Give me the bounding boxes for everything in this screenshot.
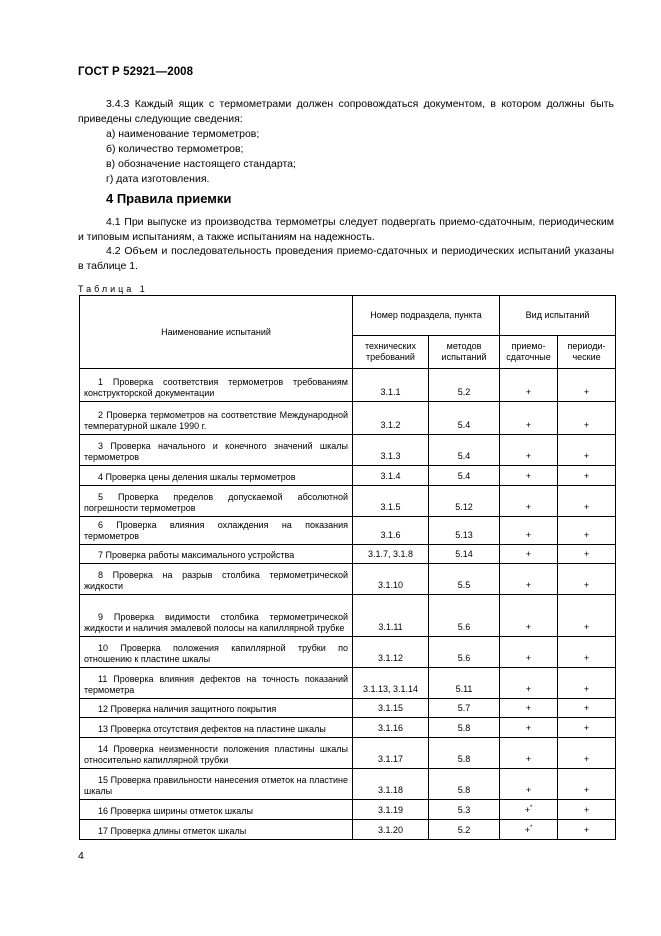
row-number: 3: [98, 441, 104, 451]
cell-acceptance: [500, 545, 558, 564]
cell-periodic: +: [558, 545, 616, 564]
cell-acceptance: [500, 738, 558, 769]
cell-test-name: [80, 738, 353, 769]
row-number: 7: [98, 550, 104, 560]
cell-tech-requirement: 3.1.16: [353, 718, 429, 738]
row-text: Проверка видимости столбика термометрической жидкости и наличия эмалевой полосы на капиллярной трубке: [84, 612, 348, 633]
cell-acceptance: [500, 435, 558, 466]
row-text: Проверка влияния охлаждения на показания термометров: [84, 520, 348, 541]
cell-test-name: [80, 402, 353, 435]
cell-test-name: [80, 545, 353, 564]
cell-test-method: 5.2: [429, 820, 500, 840]
header-test-methods: методов испытаний: [429, 336, 500, 369]
cell-test-method: 5.5: [429, 564, 500, 595]
cell-periodic: +: [558, 564, 616, 595]
list-item-b: б) количество термометров;: [106, 143, 244, 155]
cell-periodic: +: [558, 402, 616, 435]
row-text: Проверка отсутствия дефектов на пластине шкалы: [110, 724, 326, 734]
acceptance-mark: +: [525, 785, 532, 795]
cell-acceptance: [500, 486, 558, 517]
row-text: Проверка на разрыв столбика термометрической жидкости: [84, 570, 348, 591]
cell-tech-requirement: 3.1.17: [353, 738, 429, 769]
acceptance-mark: +: [525, 530, 532, 540]
table-caption: Таблица 1: [78, 284, 148, 294]
table-row: [80, 466, 616, 486]
cell-acceptance: [500, 668, 558, 699]
acceptance-mark: +: [524, 805, 530, 815]
row-number: 13: [98, 724, 109, 734]
cell-tech-requirement: 3.1.11: [353, 595, 429, 637]
paragraph-4-2: [78, 244, 614, 274]
table-row: [80, 738, 616, 769]
table-row: [80, 718, 616, 738]
row-text: Проверка термометров на соответствие Международной температурной шкале 1990 г.: [84, 410, 348, 431]
row-text: Проверка пределов допускаемой абсолютной погрешности термометров: [84, 492, 348, 513]
cell-tech-requirement: 3.1.7, 3.1.8: [353, 545, 429, 564]
cell-test-method: 5.14: [429, 545, 500, 564]
cell-test-name: [80, 595, 353, 637]
cell-test-name: [80, 637, 353, 668]
cell-tech-requirement: 3.1.18: [353, 769, 429, 800]
cell-periodic: +: [558, 820, 616, 840]
section-heading: 4 Правила приемки: [106, 191, 232, 206]
row-number: 8: [98, 570, 104, 580]
cell-acceptance: [500, 595, 558, 637]
row-text: Проверка соответствия термометров требованиям конструкторской документации: [84, 377, 348, 398]
cell-tech-requirement: 3.1.6: [353, 517, 429, 545]
cell-periodic: +: [558, 668, 616, 699]
cell-test-method: 5.7: [429, 699, 500, 718]
cell-test-name: [80, 564, 353, 595]
cell-acceptance: [500, 637, 558, 668]
cell-periodic: +: [558, 517, 616, 545]
cell-test-name: [80, 800, 353, 820]
cell-acceptance: [500, 564, 558, 595]
cell-tech-requirement: 3.1.15: [353, 699, 429, 718]
row-number: 1: [98, 377, 104, 387]
table-row: [80, 435, 616, 466]
acceptance-mark: +: [524, 825, 530, 835]
row-text: Проверка длины отметок шкалы: [110, 826, 247, 836]
row-text: Проверка начального и конечного значений шкалы термометров: [84, 441, 348, 462]
header-test-name: Наименование испытаний: [80, 296, 353, 369]
cell-test-name: [80, 699, 353, 718]
cell-acceptance: [500, 466, 558, 486]
cell-test-method: 5.4: [429, 402, 500, 435]
table-row: [80, 800, 616, 820]
header-periodic: периоди-ческие: [558, 336, 616, 369]
row-text: Проверка влияния дефектов на точность показаний термометра: [84, 674, 348, 695]
cell-test-name: [80, 769, 353, 800]
list-item-a: а) наименование термометров;: [106, 128, 260, 140]
acceptance-mark: +: [525, 653, 532, 663]
cell-test-name: [80, 486, 353, 517]
row-number: 12: [98, 704, 109, 714]
acceptance-mark: +: [525, 549, 532, 559]
cell-test-method: 5.4: [429, 435, 500, 466]
cell-tech-requirement: 3.1.10: [353, 564, 429, 595]
cell-acceptance: [500, 402, 558, 435]
cell-acceptance: [500, 769, 558, 800]
cell-acceptance: [500, 718, 558, 738]
row-number: 5: [98, 492, 104, 502]
paragraph-4-1: [78, 215, 614, 245]
header-test-kind-group: Вид испытаний: [500, 296, 616, 336]
cell-test-name: [80, 369, 353, 402]
row-text: Проверка неизменности положения пластины шкалы относительно капиллярной трубки: [84, 744, 348, 765]
cell-periodic: +: [558, 637, 616, 668]
cell-test-method: 5.8: [429, 738, 500, 769]
cell-tech-requirement: 3.1.3: [353, 435, 429, 466]
row-number: 2: [98, 410, 104, 420]
cell-test-method: 5.13: [429, 517, 500, 545]
table-body: [80, 369, 616, 840]
acceptance-mark: +: [525, 684, 532, 694]
paragraph-3-4-3-text: 3.4.3 Каждый ящик с термометрами должен сопровождаться документом, в котором должны быть приведены следующие сведения:: [78, 98, 614, 125]
table-row: [80, 595, 616, 637]
list-item-v: в) обозначение настоящего стандарта;: [106, 158, 296, 170]
acceptance-mark: +: [525, 420, 532, 430]
cell-test-method: 5.8: [429, 718, 500, 738]
acceptance-mark: +: [525, 502, 532, 512]
cell-test-name: [80, 435, 353, 466]
row-number: 16: [98, 806, 109, 816]
cell-test-name: [80, 668, 353, 699]
header-acceptance: приемо-сдаточные: [500, 336, 558, 369]
acceptance-mark: +: [525, 622, 532, 632]
cell-periodic: +: [558, 369, 616, 402]
row-number: 6: [98, 520, 104, 530]
table-row: [80, 486, 616, 517]
table-row: [80, 637, 616, 668]
cell-tech-requirement: 3.1.4: [353, 466, 429, 486]
table-row: [80, 769, 616, 800]
tests-table: [79, 295, 616, 840]
table-row: [80, 699, 616, 718]
cell-test-method: 5.4: [429, 466, 500, 486]
cell-test-name: [80, 466, 353, 486]
cell-acceptance: [500, 800, 558, 820]
cell-periodic: +: [558, 769, 616, 800]
cell-tech-requirement: 3.1.13, 3.1.14: [353, 668, 429, 699]
acceptance-mark: +: [525, 451, 532, 461]
cell-test-method: 5.8: [429, 769, 500, 800]
cell-test-method: 5.12: [429, 486, 500, 517]
header-tech-requirements: технических требований: [353, 336, 429, 369]
cell-test-name: [80, 820, 353, 840]
page-number: 4: [78, 850, 84, 862]
cell-acceptance: [500, 699, 558, 718]
row-number: 14: [98, 744, 109, 754]
row-number: 4: [98, 472, 104, 482]
cell-periodic: +: [558, 699, 616, 718]
list-item-g: г) дата изготовления.: [106, 173, 210, 185]
table-row: [80, 564, 616, 595]
header-subsection-group: Номер подраздела, пункта: [353, 296, 500, 336]
row-number: 10: [98, 643, 109, 653]
paragraph-4-1-text: 4.1 При выпуске из производства термометры следует подвергать приемо-сдаточным, периодическим и типовым испытаниям, а также испытаниям на надежность.: [78, 216, 614, 243]
cell-acceptance: [500, 517, 558, 545]
cell-periodic: +: [558, 435, 616, 466]
cell-periodic: +: [558, 466, 616, 486]
cell-periodic: +: [558, 738, 616, 769]
acceptance-mark: +: [525, 723, 532, 733]
row-text: Проверка правильности нанесения отметок на пластине шкалы: [84, 775, 348, 796]
cell-tech-requirement: 3.1.2: [353, 402, 429, 435]
cell-acceptance: [500, 820, 558, 840]
cell-tech-requirement: 3.1.12: [353, 637, 429, 668]
table-row: [80, 369, 616, 402]
cell-acceptance: [500, 369, 558, 402]
table-row: [80, 545, 616, 564]
cell-tech-requirement: 3.1.20: [353, 820, 429, 840]
table-row: [80, 402, 616, 435]
row-number: 17: [98, 826, 109, 836]
acceptance-mark: +: [525, 387, 532, 397]
cell-periodic: +: [558, 595, 616, 637]
cell-tech-requirement: 3.1.1: [353, 369, 429, 402]
cell-test-name: [80, 718, 353, 738]
table-row: [80, 820, 616, 840]
cell-periodic: +: [558, 718, 616, 738]
paragraph-4-2-text: 4.2 Объем и последовательность проведения приемо-сдаточных и периодических испытаний указаны в таблице 1.: [78, 245, 614, 272]
footnote-mark: *: [529, 805, 533, 811]
cell-tech-requirement: 3.1.5: [353, 486, 429, 517]
cell-tech-requirement: 3.1.19: [353, 800, 429, 820]
cell-test-name: [80, 517, 353, 545]
document-header: ГОСТ Р 52921—2008: [78, 66, 194, 78]
paragraph-3-4-3: [78, 97, 614, 127]
cell-test-method: 5.6: [429, 637, 500, 668]
row-number: 9: [98, 612, 104, 622]
row-number: 15: [98, 775, 109, 785]
row-text: Проверка работы максимального устройства: [105, 550, 295, 560]
acceptance-mark: +: [525, 754, 532, 764]
cell-periodic: +: [558, 486, 616, 517]
cell-periodic: +: [558, 800, 616, 820]
row-number: 11: [98, 674, 108, 684]
acceptance-mark: +: [525, 703, 532, 713]
table-row: [80, 517, 616, 545]
row-text: Проверка цены деления шкалы термометров: [105, 472, 296, 482]
footnote-mark: *: [529, 825, 533, 831]
table-row: [80, 668, 616, 699]
row-text: Проверка положения капиллярной трубки по отношению к пластине шкалы: [84, 643, 348, 664]
cell-test-method: 5.11: [429, 668, 500, 699]
cell-test-method: 5.6: [429, 595, 500, 637]
acceptance-mark: +: [525, 580, 532, 590]
cell-test-method: 5.3: [429, 800, 500, 820]
row-text: Проверка ширины отметок шкалы: [110, 806, 253, 816]
cell-test-method: 5.2: [429, 369, 500, 402]
row-text: Проверка наличия защитного покрытия: [110, 704, 277, 714]
acceptance-mark: +: [525, 471, 532, 481]
